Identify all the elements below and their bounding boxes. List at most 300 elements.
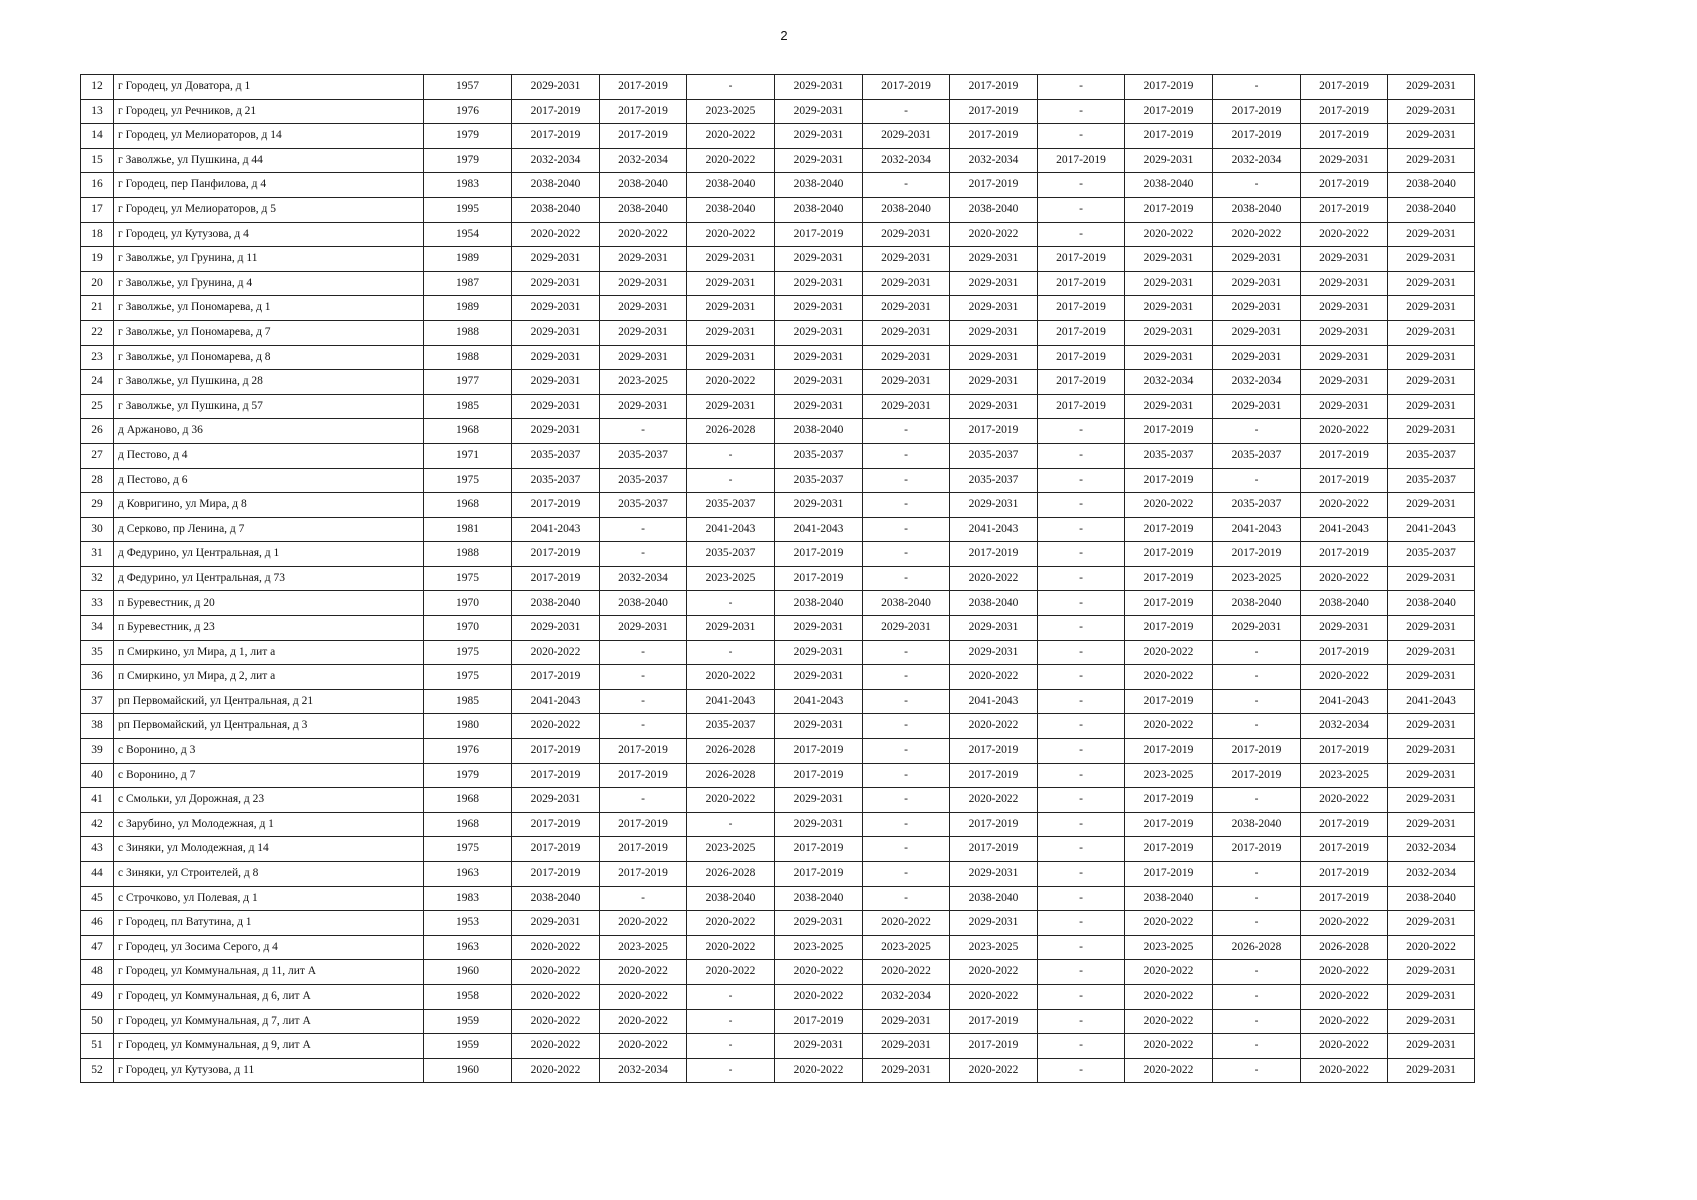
period-cell: 2029-2031	[1388, 788, 1475, 813]
row-number-cell: 31	[81, 542, 114, 567]
address-cell: с Зиняки, ул Молодежная, д 14	[114, 837, 424, 862]
period-cell: 2038-2040	[1388, 197, 1475, 222]
period-cell: 2020-2022	[1125, 960, 1213, 985]
table-row	[81, 124, 1475, 149]
year-cell: 1975	[424, 468, 512, 493]
address-cell: с Зиняки, ул Строителей, д 8	[114, 862, 424, 887]
period-cell: 2017-2019	[950, 124, 1038, 149]
period-cell: 2029-2031	[600, 320, 687, 345]
period-cell: -	[1038, 468, 1125, 493]
period-cell: 2032-2034	[600, 566, 687, 591]
period-cell: 2026-2028	[687, 763, 775, 788]
period-cell: -	[600, 517, 687, 542]
period-cell: 2017-2019	[950, 837, 1038, 862]
period-cell: 2020-2022	[512, 935, 600, 960]
period-cell: 2017-2019	[1301, 75, 1388, 100]
period-cell: 2017-2019	[1038, 296, 1125, 321]
period-cell: 2017-2019	[1125, 788, 1213, 813]
row-number-cell: 35	[81, 640, 114, 665]
period-cell: 2041-2043	[1213, 517, 1301, 542]
period-cell: 2038-2040	[687, 886, 775, 911]
period-cell: -	[863, 173, 950, 198]
row-number-cell: 20	[81, 271, 114, 296]
period-cell: 2023-2025	[687, 566, 775, 591]
year-cell: 1968	[424, 812, 512, 837]
period-cell: 2026-2028	[687, 739, 775, 764]
period-cell: 2017-2019	[1038, 247, 1125, 272]
year-cell: 1979	[424, 148, 512, 173]
period-cell: 2029-2031	[1125, 394, 1213, 419]
row-number-cell: 47	[81, 935, 114, 960]
period-cell: 2029-2031	[863, 124, 950, 149]
period-cell: 2023-2025	[687, 99, 775, 124]
period-cell: 2017-2019	[512, 763, 600, 788]
address-cell: с Воронино, д 7	[114, 763, 424, 788]
year-cell: 1975	[424, 566, 512, 591]
row-number-cell: 12	[81, 75, 114, 100]
period-cell: 2017-2019	[1301, 443, 1388, 468]
period-cell: 2038-2040	[775, 419, 863, 444]
period-cell: 2017-2019	[1038, 320, 1125, 345]
period-cell: 2026-2028	[687, 419, 775, 444]
period-cell: 2029-2031	[600, 394, 687, 419]
period-cell: 2029-2031	[1125, 320, 1213, 345]
address-cell: г Заволжье, ул Грунина, д 11	[114, 247, 424, 272]
row-number-cell: 39	[81, 739, 114, 764]
period-cell: 2020-2022	[1388, 935, 1475, 960]
period-cell: -	[600, 640, 687, 665]
period-cell: -	[1038, 419, 1125, 444]
period-cell: 2020-2022	[1301, 1058, 1388, 1083]
period-cell: 2017-2019	[1125, 419, 1213, 444]
year-cell: 1985	[424, 394, 512, 419]
period-cell: -	[863, 99, 950, 124]
period-cell: 2041-2043	[950, 517, 1038, 542]
period-cell: 2023-2025	[600, 370, 687, 395]
period-cell: 2029-2031	[863, 370, 950, 395]
period-cell: 2020-2022	[950, 566, 1038, 591]
row-number-cell: 49	[81, 984, 114, 1009]
period-cell: 2017-2019	[600, 124, 687, 149]
year-cell: 1979	[424, 763, 512, 788]
row-number-cell: 30	[81, 517, 114, 542]
address-cell: д Пестово, д 6	[114, 468, 424, 493]
row-number-cell: 46	[81, 911, 114, 936]
address-cell: д Серково, пр Ленина, д 7	[114, 517, 424, 542]
table-row	[81, 493, 1475, 518]
period-cell: 2017-2019	[1213, 837, 1301, 862]
period-cell: 2020-2022	[1125, 1034, 1213, 1059]
period-cell: 2020-2022	[950, 222, 1038, 247]
period-cell: -	[863, 665, 950, 690]
period-cell: 2023-2025	[1125, 763, 1213, 788]
period-cell: 2038-2040	[687, 173, 775, 198]
period-cell: 2029-2031	[950, 394, 1038, 419]
year-cell: 1957	[424, 75, 512, 100]
period-cell: 2029-2031	[775, 320, 863, 345]
period-cell: 2020-2022	[1301, 566, 1388, 591]
period-cell: 2029-2031	[1213, 271, 1301, 296]
address-cell: г Заволжье, ул Пономарева, д 1	[114, 296, 424, 321]
period-cell: 2041-2043	[1301, 689, 1388, 714]
period-cell: 2032-2034	[1301, 714, 1388, 739]
year-cell: 1959	[424, 1009, 512, 1034]
period-cell: 2017-2019	[512, 665, 600, 690]
period-cell: 2038-2040	[600, 591, 687, 616]
row-number-cell: 42	[81, 812, 114, 837]
period-cell: 2029-2031	[1388, 1034, 1475, 1059]
table-row	[81, 689, 1475, 714]
period-cell: 2029-2031	[1388, 370, 1475, 395]
period-cell: -	[863, 763, 950, 788]
period-cell: 2029-2031	[1388, 566, 1475, 591]
period-cell: -	[687, 1034, 775, 1059]
period-cell: 2035-2037	[950, 468, 1038, 493]
address-cell: г Заволжье, ул Пономарева, д 8	[114, 345, 424, 370]
table-row	[81, 443, 1475, 468]
period-cell: 2017-2019	[1125, 542, 1213, 567]
period-cell: 2029-2031	[775, 812, 863, 837]
period-cell: 2017-2019	[1301, 197, 1388, 222]
period-cell: 2017-2019	[1301, 468, 1388, 493]
period-cell: -	[1038, 591, 1125, 616]
period-cell: 2020-2022	[950, 788, 1038, 813]
period-cell: -	[863, 886, 950, 911]
period-cell: -	[1038, 222, 1125, 247]
period-cell: -	[1038, 911, 1125, 936]
period-cell: 2020-2022	[1301, 1009, 1388, 1034]
table-row	[81, 862, 1475, 887]
period-cell: 2032-2034	[863, 148, 950, 173]
period-cell: 2017-2019	[600, 812, 687, 837]
year-cell: 1988	[424, 320, 512, 345]
period-cell: -	[863, 788, 950, 813]
period-cell: 2038-2040	[1125, 886, 1213, 911]
period-cell: 2020-2022	[1301, 960, 1388, 985]
period-cell: 2038-2040	[1388, 173, 1475, 198]
period-cell: 2038-2040	[950, 591, 1038, 616]
period-cell: 2029-2031	[950, 271, 1038, 296]
year-cell: 1977	[424, 370, 512, 395]
period-cell: -	[1038, 763, 1125, 788]
year-cell: 1980	[424, 714, 512, 739]
period-cell: 2029-2031	[1301, 247, 1388, 272]
address-cell: с Смольки, ул Дорожная, д 23	[114, 788, 424, 813]
table-row	[81, 1009, 1475, 1034]
period-cell: 2029-2031	[1388, 222, 1475, 247]
period-cell: -	[1213, 1034, 1301, 1059]
period-cell: 2020-2022	[1213, 222, 1301, 247]
period-cell: 2017-2019	[1301, 862, 1388, 887]
period-cell: 2020-2022	[1301, 665, 1388, 690]
period-cell: 2020-2022	[1125, 1058, 1213, 1083]
period-cell: 2029-2031	[775, 616, 863, 641]
period-cell: 2023-2025	[600, 935, 687, 960]
period-cell: 2023-2025	[1125, 935, 1213, 960]
table-row	[81, 960, 1475, 985]
period-cell: 2017-2019	[1038, 148, 1125, 173]
address-cell: г Городец, ул Доватора, д 1	[114, 75, 424, 100]
period-cell: -	[1038, 443, 1125, 468]
period-cell: 2017-2019	[1125, 124, 1213, 149]
period-cell: 2017-2019	[1125, 616, 1213, 641]
period-cell: 2029-2031	[1301, 345, 1388, 370]
period-cell: 2038-2040	[600, 173, 687, 198]
period-cell: 2020-2022	[687, 960, 775, 985]
period-cell: 2017-2019	[512, 99, 600, 124]
period-cell: 2032-2034	[1388, 837, 1475, 862]
table-row	[81, 837, 1475, 862]
period-cell: -	[1038, 788, 1125, 813]
period-cell: 2038-2040	[512, 173, 600, 198]
period-cell: 2017-2019	[775, 739, 863, 764]
row-number-cell: 16	[81, 173, 114, 198]
year-cell: 1987	[424, 271, 512, 296]
period-cell: 2017-2019	[775, 542, 863, 567]
period-cell: 2017-2019	[775, 862, 863, 887]
table-row	[81, 542, 1475, 567]
period-cell: 2029-2031	[512, 370, 600, 395]
period-cell: 2017-2019	[863, 75, 950, 100]
period-cell: 2038-2040	[863, 197, 950, 222]
period-cell: 2020-2022	[512, 1058, 600, 1083]
period-cell: 2035-2037	[687, 542, 775, 567]
period-cell: 2020-2022	[950, 1058, 1038, 1083]
period-cell: 2029-2031	[1301, 616, 1388, 641]
table-row	[81, 419, 1475, 444]
period-cell: 2017-2019	[775, 222, 863, 247]
period-cell: 2017-2019	[1125, 837, 1213, 862]
period-cell: 2029-2031	[950, 247, 1038, 272]
period-cell: -	[1038, 197, 1125, 222]
period-cell: 2017-2019	[512, 566, 600, 591]
row-number-cell: 19	[81, 247, 114, 272]
period-cell: 2029-2031	[600, 616, 687, 641]
period-cell: 2020-2022	[600, 222, 687, 247]
period-cell: -	[600, 419, 687, 444]
period-cell: 2029-2031	[1388, 419, 1475, 444]
period-cell: 2020-2022	[950, 960, 1038, 985]
address-cell: г Городец, ул Коммунальная, д 11, лит А	[114, 960, 424, 985]
address-cell: г Заволжье, ул Пушкина, д 44	[114, 148, 424, 173]
address-cell: г Заволжье, ул Грунина, д 4	[114, 271, 424, 296]
year-cell: 1976	[424, 739, 512, 764]
period-cell: 2029-2031	[775, 271, 863, 296]
period-cell: 2020-2022	[1301, 493, 1388, 518]
row-number-cell: 15	[81, 148, 114, 173]
period-cell: -	[1213, 862, 1301, 887]
period-cell: 2041-2043	[512, 689, 600, 714]
period-cell: 2029-2031	[775, 124, 863, 149]
period-cell: -	[863, 714, 950, 739]
address-cell: г Городец, ул Зосима Серого, д 4	[114, 935, 424, 960]
period-cell: -	[687, 75, 775, 100]
table-row	[81, 468, 1475, 493]
period-cell: 2041-2043	[950, 689, 1038, 714]
period-cell: 2029-2031	[1388, 1058, 1475, 1083]
table-row	[81, 616, 1475, 641]
period-cell: 2020-2022	[600, 984, 687, 1009]
period-cell: 2020-2022	[863, 960, 950, 985]
period-cell: 2026-2028	[1213, 935, 1301, 960]
table-row	[81, 271, 1475, 296]
row-number-cell: 52	[81, 1058, 114, 1083]
period-cell: 2029-2031	[950, 862, 1038, 887]
period-cell: 2017-2019	[1301, 640, 1388, 665]
period-cell: 2017-2019	[600, 837, 687, 862]
period-cell: 2029-2031	[1213, 296, 1301, 321]
row-number-cell: 36	[81, 665, 114, 690]
period-cell: -	[863, 739, 950, 764]
period-cell: 2029-2031	[512, 788, 600, 813]
period-cell: 2035-2037	[950, 443, 1038, 468]
period-cell: 2032-2034	[1213, 370, 1301, 395]
period-cell: 2017-2019	[1125, 468, 1213, 493]
row-number-cell: 43	[81, 837, 114, 862]
year-cell: 1970	[424, 616, 512, 641]
period-cell: -	[1038, 640, 1125, 665]
address-cell: д Ковригино, ул Мира, д 8	[114, 493, 424, 518]
period-cell: -	[863, 689, 950, 714]
row-number-cell: 40	[81, 763, 114, 788]
period-cell: -	[1038, 837, 1125, 862]
year-cell: 1970	[424, 591, 512, 616]
period-cell: 2029-2031	[775, 247, 863, 272]
table-row	[81, 640, 1475, 665]
period-cell: 2020-2022	[600, 1034, 687, 1059]
period-cell: 2038-2040	[687, 197, 775, 222]
row-number-cell: 34	[81, 616, 114, 641]
year-cell: 1983	[424, 173, 512, 198]
period-cell: 2035-2037	[600, 493, 687, 518]
period-cell: 2020-2022	[1301, 419, 1388, 444]
period-cell: 2029-2031	[1213, 247, 1301, 272]
year-cell: 1988	[424, 542, 512, 567]
period-cell: -	[1038, 542, 1125, 567]
table-row	[81, 763, 1475, 788]
period-cell: 2023-2025	[950, 935, 1038, 960]
period-cell: 2029-2031	[863, 271, 950, 296]
table-row	[81, 812, 1475, 837]
period-cell: 2017-2019	[512, 493, 600, 518]
address-cell: с Зарубино, ул Молодежная, д 1	[114, 812, 424, 837]
period-cell: 2017-2019	[1125, 517, 1213, 542]
table-row	[81, 984, 1475, 1009]
period-cell: -	[687, 468, 775, 493]
period-cell: 2020-2022	[775, 960, 863, 985]
period-cell: 2020-2022	[1301, 911, 1388, 936]
period-cell: -	[1038, 862, 1125, 887]
period-cell: -	[1038, 812, 1125, 837]
year-cell: 1976	[424, 99, 512, 124]
period-cell: 2029-2031	[863, 1034, 950, 1059]
row-number-cell: 17	[81, 197, 114, 222]
period-cell: 2035-2037	[775, 443, 863, 468]
period-cell: 2032-2034	[1125, 370, 1213, 395]
period-cell: -	[1213, 886, 1301, 911]
period-cell: 2017-2019	[1038, 345, 1125, 370]
period-cell: 2038-2040	[1213, 197, 1301, 222]
period-cell: 2029-2031	[1213, 616, 1301, 641]
address-cell: г Городец, ул Мелиораторов, д 5	[114, 197, 424, 222]
table-row	[81, 394, 1475, 419]
period-cell: 2029-2031	[950, 911, 1038, 936]
period-cell: -	[687, 1058, 775, 1083]
period-cell: -	[863, 566, 950, 591]
row-number-cell: 51	[81, 1034, 114, 1059]
address-cell: г Заволжье, ул Пономарева, д 7	[114, 320, 424, 345]
period-cell: 2020-2022	[1301, 788, 1388, 813]
period-cell: 2020-2022	[1125, 1009, 1213, 1034]
period-cell: 2029-2031	[950, 296, 1038, 321]
address-cell: г Городец, пл Ватутина, д 1	[114, 911, 424, 936]
period-cell: 2017-2019	[1125, 566, 1213, 591]
row-number-cell: 44	[81, 862, 114, 887]
period-cell: 2029-2031	[600, 296, 687, 321]
period-cell: 2029-2031	[950, 345, 1038, 370]
address-cell: п Смиркино, ул Мира, д 2, лит а	[114, 665, 424, 690]
year-cell: 1975	[424, 665, 512, 690]
row-number-cell: 22	[81, 320, 114, 345]
period-cell: 2041-2043	[775, 517, 863, 542]
row-number-cell: 32	[81, 566, 114, 591]
period-cell: -	[600, 542, 687, 567]
period-cell: 2032-2034	[512, 148, 600, 173]
period-cell: 2029-2031	[1125, 296, 1213, 321]
period-cell: -	[600, 665, 687, 690]
period-cell: 2020-2022	[512, 960, 600, 985]
period-cell: 2020-2022	[1125, 911, 1213, 936]
period-cell: 2029-2031	[512, 911, 600, 936]
period-cell: 2035-2037	[1388, 443, 1475, 468]
page-number: 2	[780, 28, 788, 43]
table-row	[81, 591, 1475, 616]
period-cell: 2035-2037	[687, 714, 775, 739]
period-cell: 2041-2043	[1301, 517, 1388, 542]
period-cell: 2017-2019	[950, 763, 1038, 788]
period-cell: 2017-2019	[950, 75, 1038, 100]
period-cell: 2020-2022	[863, 911, 950, 936]
period-cell: 2020-2022	[1125, 493, 1213, 518]
period-cell: 2017-2019	[600, 739, 687, 764]
period-cell: 2032-2034	[1388, 862, 1475, 887]
address-cell: д Пестово, д 4	[114, 443, 424, 468]
period-cell: 2029-2031	[600, 247, 687, 272]
period-cell: 2029-2031	[775, 788, 863, 813]
period-cell: 2017-2019	[1301, 886, 1388, 911]
period-cell: 2026-2028	[687, 862, 775, 887]
year-cell: 1983	[424, 886, 512, 911]
period-cell: -	[1213, 1009, 1301, 1034]
period-cell: 2020-2022	[600, 911, 687, 936]
period-cell: 2020-2022	[950, 665, 1038, 690]
period-cell: -	[1213, 984, 1301, 1009]
year-cell: 1968	[424, 788, 512, 813]
period-cell: -	[1038, 1034, 1125, 1059]
period-cell: -	[1213, 960, 1301, 985]
year-cell: 1981	[424, 517, 512, 542]
period-cell: 2017-2019	[950, 1009, 1038, 1034]
period-cell: 2020-2022	[1301, 222, 1388, 247]
period-cell: 2029-2031	[1388, 984, 1475, 1009]
period-cell: -	[687, 1009, 775, 1034]
period-cell: 2029-2031	[1388, 271, 1475, 296]
period-cell: 2017-2019	[1213, 763, 1301, 788]
address-cell: п Смиркино, ул Мира, д 1, лит а	[114, 640, 424, 665]
period-cell: -	[1213, 911, 1301, 936]
period-cell: -	[863, 542, 950, 567]
period-cell: -	[1213, 419, 1301, 444]
